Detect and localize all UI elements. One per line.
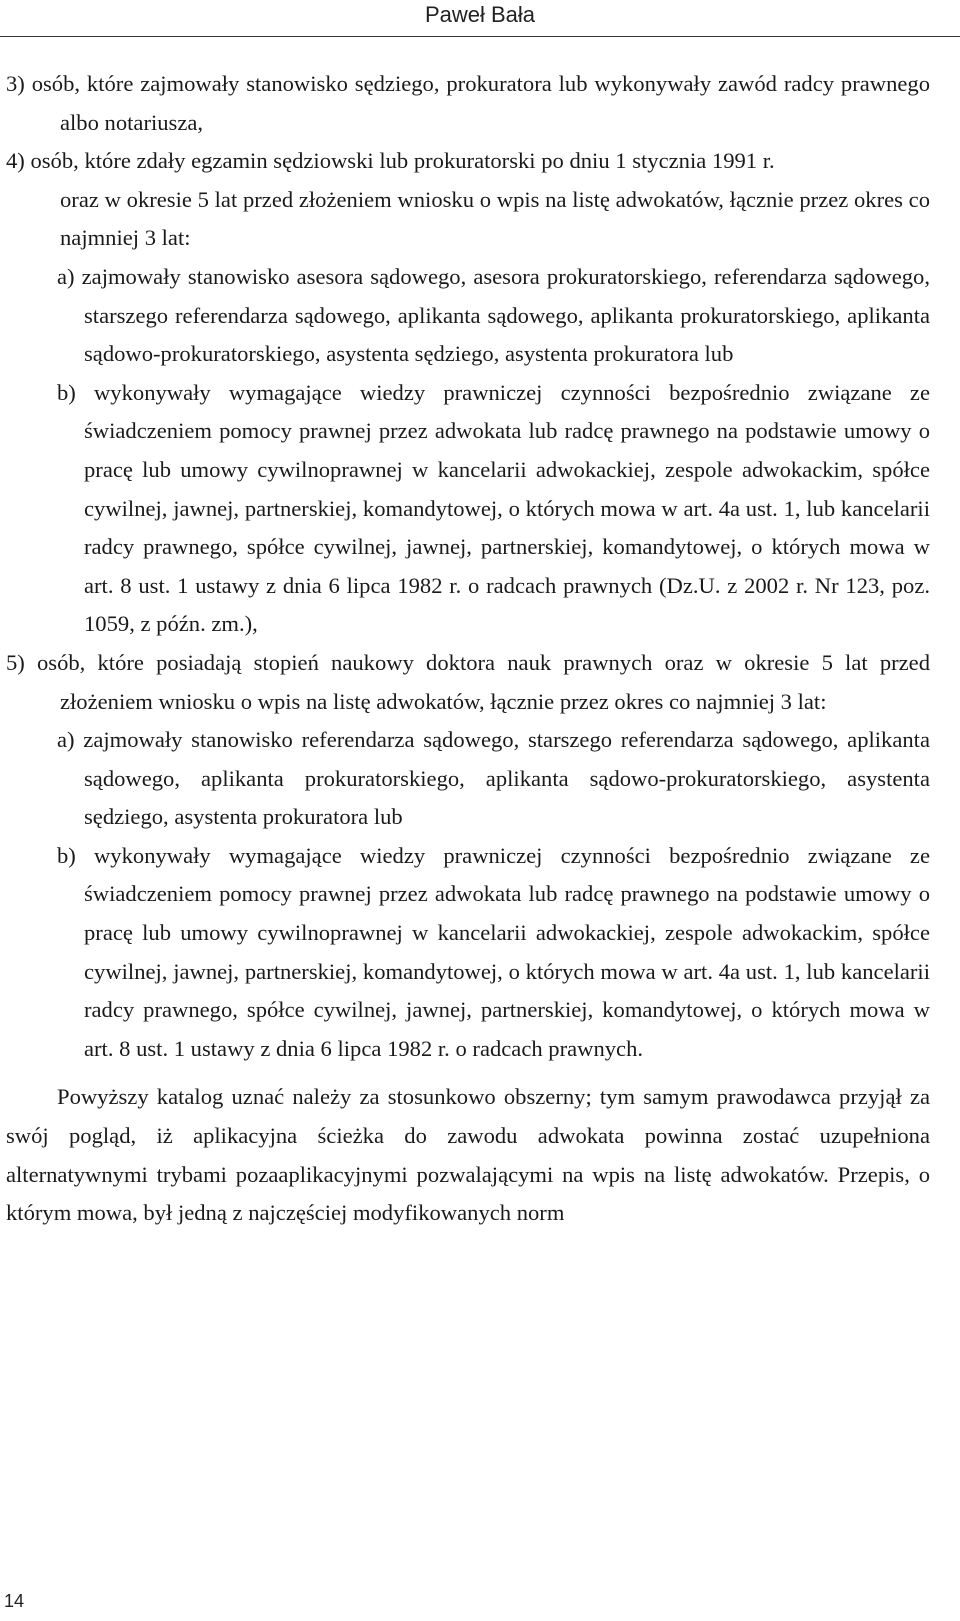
page-number: 14: [4, 1591, 25, 1611]
list-item-3: 3) osób, które zajmowały stanowisko sędziego, prokuratora lub wykonywały zawód radcy prawnego albo notariusza,: [6, 71, 930, 135]
list-continuation: oraz w okresie 5 lat przed złożeniem wniosku o wpis na listę adwokatów, łącznie przez okres co najmniej 3 lat:: [60, 186, 930, 251]
body-paragraph: Powyższy katalog uznać należy za stosunkowo obszerny; tym samym prawodawca przyjął za swój pogląd, iż aplikacyjna ścieżka do zawodu adwokata powinna zostać uzupełniona alternatywnymi trybami pozaaplikacyjnymi pozwalającymi na wpis na listę adwokatów. Przepis, o którym mowa, był jedną z najczęściej modyfikowanych norm: [6, 1084, 930, 1226]
list-item-5: 5) osób, które posiadają stopień naukowy doktora nauk prawnych oraz w okresie 5 lat przed złożeniem wniosku o wpis na listę adwokatów, łącznie przez okres co najmniej 3 lat:: [6, 649, 930, 714]
sub-item-5b: b) wykonywały wymagające wiedzy prawniczej czynności bezpośrednio związane ze świadczeniem pomocy prawnej przez adwokata lub radcę prawnego na podstawie umowy o pracę lub umowy cywilnoprawnej w kancelarii adwokackiej, zespole adwokackim, spółce cywilnej, jawnej, partnerskiej, komandytowej, o których mowa w art. 4a ust. 1, lub kancelarii radcy prawnego, spółce cywilnej, jawnej, partnerskiej, komandytowej, o których mowa w art. 8 ust. 1 ustawy z dnia 6 lipca 1982 r. o radcach prawnych.: [57, 842, 930, 1061]
sub-item-4b: b) wykonywały wymagające wiedzy prawniczej czynności bezpośrednio związane ze świadczeniem pomocy prawnej przez adwokata lub radcę prawnego na podstawie umowy o pracę lub umowy cywilnoprawnej w kancelarii adwokackiej, zespole adwokackim, spółce cywilnej, jawnej, partnerskiej, komandytowej, o których mowa w art. 4a ust. 1, lub kancelarii radcy prawnego, spółce cywilnej, jawnej, partnerskiej, komandytowej, o których mowa w art. 8 ust. 1 ustawy z dnia 6 lipca 1982 r. o radcach prawnych (Dz.U. z 2002 r. Nr 123, poz. 1059, z późn. zm.),: [57, 379, 930, 637]
page-header: [0, 0, 960, 37]
running-head: Paweł Bała: [424, 2, 536, 27]
sub-item-5a: a) zajmowały stanowisko referendarza sądowego, starszego referendarza sądowego, aplikanta sądowego, aplikanta prokuratorskiego, aplikanta sądowo-prokuratorskiego, asystenta sędziego, asystenta prokuratora lub: [57, 727, 930, 830]
body-text: [6, 65, 930, 1233]
sub-item-4a: a) zajmowały stanowisko asesora sądowego, asesora prokuratorskiego, referendarza sądowego, starszego referendarza sądowego, aplikanta sądowego, aplikanta prokuratorskiego, aplikanta sądowo-prokuratorskiego, asystenta sędziego, asystenta prokuratora lub: [57, 263, 930, 367]
list-item-4: 4) osób, które zdały egzamin sędziowski lub prokuratorski po dniu 1 stycznia 1991 r.: [6, 148, 775, 174]
